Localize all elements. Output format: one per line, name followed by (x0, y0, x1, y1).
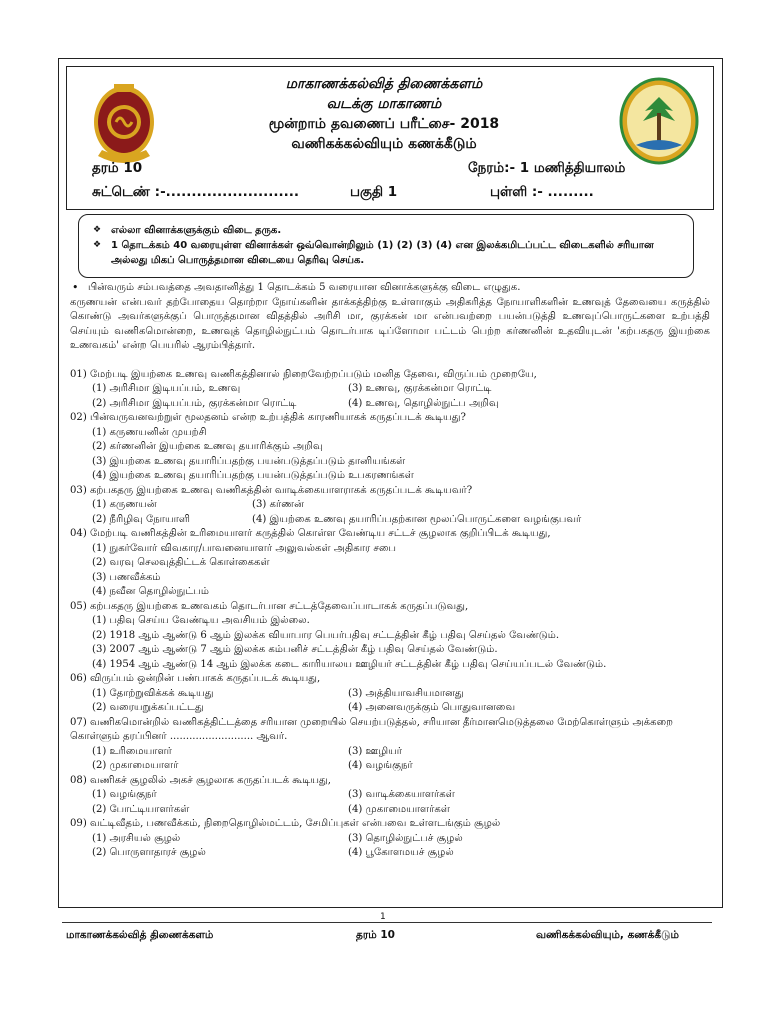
answer-option: (1) நுகர்வோர் விவகார/பாவனையாளர் அலுவல்கள் அதிகார சபை (92, 542, 397, 554)
answer-option: (1) கருணயனின் முயற்சி (92, 426, 207, 438)
header-department: மாகாணக்கல்வித் திணைக்களம் (285, 76, 483, 92)
answer-option: (2) 1918 ஆம் ஆண்டு 6 ஆம் இலக்க வியாபார பெயர்பதிவு சட்டத்தின் கீழ் பதிவு செய்தல் வேண்டும். (92, 629, 560, 641)
answer-option: (3) கர்ணன் (252, 499, 304, 510)
question-6: 06) விருப்பம் ஒன்றின் பண்பாகக் கருதப்படக் கூடியது, (1) தோற்றுவிக்கக் கூடியது (3) அத்தியாவசியமானது (2) வரையறுக்கப்பட்டது (4) அனைவருக்கும் பொதுவானவை (70, 672, 710, 716)
answer-option: (4) வழங்குநர் (348, 760, 413, 771)
footer-department: மாகாணக்கல்வித் திணைக்களம் (66, 929, 214, 941)
instruction-item: ❖ எல்லா வினாக்களுக்கும் விடை தருக. (93, 225, 282, 236)
answer-option: (3) இயற்கை உணவு தயாரிப்பதற்கு பயன்படுத்தப்படும் தானியங்கள் (92, 455, 406, 467)
header-province: வடக்கு மாகாணம் (326, 96, 442, 112)
answer-option: (3) அத்தியாவசியமானது (348, 687, 464, 699)
answer-option: (2) அரிசிமா இடியப்பம், குரக்கன்மா ரொட்டி (92, 397, 297, 409)
answer-option: (1) பதிவு செய்ய வேண்டிய அவசியம் இல்லை. (92, 615, 310, 626)
answer-option: (1) வழங்குநர் (92, 789, 157, 800)
question-4: 04) மேற்படி வணிகத்தின் உரிமையாளர் கருத்தில் கொள்ள வேண்டிய சட்டச் சூழலாக குறிப்பிடக் கூடியது, (1) நுகர்வோர் விவகார/பாவனையாளர் அலுவல்கள் அதிகார சபை (2) வரவு செலவுத்திட்டக் கொள்கைகள் (3) பணவீக்கம் (4) நவீன தொழில்நுட்பம் (70, 527, 710, 600)
index-number-field: சுட்டெண் :-.......................... (92, 184, 300, 200)
answer-option: (4) பூகோளமயச் சூழல் (348, 847, 454, 858)
question-7: 07) வணிகமொன்றில் வணிகத்திட்டத்தை சரியான முறையில் செயற்படுத்தல், சரியான தீர்மானமெடுத்தலை மேற்கொள்ளும் அக்கறை கொள்ளும் தரப்பினர் .......................... ஆவர். (1) உரிமையாளர் (3) ஊழியர் (2) முகாமையாளர் (4) வழங்குநர் (70, 716, 710, 774)
footer-subject: வணிகக்கல்வியும், கணக்கீடும் (536, 929, 679, 941)
answer-option: (1) கருணயன் (92, 499, 157, 510)
instructions-box (78, 214, 694, 278)
answer-option: (3) பணவீக்கம் (92, 571, 161, 583)
question-1: 01) மேற்படி இயற்கை உணவு வணிகத்தினால் நிறைவேற்றப்படும் மனித தேவை, விருப்பம் முறையே, (1) அரிசிமா இடியப்பம், உணவு (3) உணவு, குரக்கன்மா ரொட்டி (2) அரிசிமா இடியப்பம், குரக்கன்மா ரொட்டி (4) உணவு, தொழில்நுட்ப அறிவு (70, 368, 710, 412)
answer-option: (4) முகாமையாளர்கள் (348, 803, 450, 815)
question-5: 05) கற்பகதரு இயற்கை உணவகம் தொடர்பான சட்டத்தேவைப்பாடாகக் கருதப்படுவது, (1) பதிவு செய்ய வேண்டிய அவசியம் இல்லை. (2) 1918 ஆம் ஆண்டு 6 ஆம் இலக்க வியாபார பெயர்பதிவு சட்டத்தின் கீழ் பதிவு செய்தல் வேண்டும். (3) 2007 ஆம் ஆண்டு 7 ஆம் இலக்க கம்பனிச் சட்டத்தின் கீழ் பதிவு செய்தல் வேண்டும். (4) 1954 ஆம் ஆண்டு 14 ஆம் இலக்க கடை காரியாலய ஊழியர் சட்டத்தின் கீழ் பதிவு செய்யப்படல் வேண்டும். (70, 600, 710, 673)
answer-option: (4) நவீன தொழில்நுட்பம் (92, 586, 210, 597)
answer-option: (3) ஊழியர் (348, 745, 403, 757)
answer-option: (2) கர்ணனின் இயற்கை உணவு தயாரிக்கும் அறிவு (92, 441, 323, 452)
bullet-icon: • (72, 281, 79, 294)
instruction-item: ❖ 1 தொடக்கம் 40 வரையுள்ள வினாக்கள் ஒவ்வொன்றிலும் (1) (2) (3) (4) என இலக்கமிடப்பட்ட விடைகளில் சரியான அல்லது மிகப் பொருத்தமான விடையை தெரிவு செய்க. (93, 240, 654, 266)
question-2: 02) பின்வருவனவற்றுள் மூலதனம் என்ற உற்பத்திக் காரணியாகக் கருதப்படக் கூடியது? (1) கருணயனின் முயற்சி (2) கர்ணனின் இயற்கை உணவு தயாரிக்கும் அறிவு (3) இயற்கை உணவு தயாரிப்பதற்கு பயன்படுத்தப்படும் தானியங்கள் (4) இயற்கை உணவு தயாரிப்பதற்கு பயன்படுத்தப்படும் உபகரணங்கள் (70, 411, 710, 484)
footer-grade: தரம் 10 (356, 929, 395, 941)
answer-option: (4) இயற்கை உணவு தயாரிப்பதற்கான மூலப்பொருட்களை வழங்குபவர் (252, 513, 582, 525)
part-label: பகுதி 1 (350, 184, 398, 200)
answer-option: (2) போட்டியாளர்கள் (92, 803, 190, 815)
header-exam-title: மூன்றாம் தவணைப் பரீட்சை- 2018 (268, 116, 500, 132)
answer-option: (2) நீரிழிவு நோயாளி (92, 513, 191, 525)
page-number: 1 (380, 912, 386, 922)
marks-field: புள்ளி :- ......... (490, 184, 594, 200)
intro-instruction: • பின்வரும் சம்பவத்தை அவதானித்து 1 தொடக்கம் 5 வரையான வினாக்களுக்கு விடை எழுதுக. (72, 281, 521, 294)
case-study-paragraph: கருணயன் என்பவர் தற்போதைய தொற்றா நோய்களின் தாக்கத்திற்கு உள்ளாகும் அதிகரித்த நோயாளிகளின் உணவுத் தேவையை கருத்தில் கொண்டு அவர்களுக்குப் பொருத்தமான விதத்தில் அரிசி மா, குரக்கன் மா என்பவற்றை பயன்படுத்தி உணவுப்பொருட்களை உற்பத்தி செய்யும் வணிகமொன்றை, உணவுத் தொழில்நுட்பம் தொடர்பாக டிப்ளோமா பட்டம் பெற்ற கர்ணனின் உதவியுடன் 'கற்பகதரு இயற்கை உணவகம்' என்ற பெயரில் ஆரம்பித்தார். (70, 296, 710, 351)
question-8: 08) வணிகச் சூழலில் அகச் சூழலாக கருதப்படக் கூடியது, (1) வழங்குநர் (3) வாடிக்கையாளர்கள் (2) போட்டியாளர்கள் (4) முகாமையாளர்கள் (70, 774, 710, 818)
answer-option: (2) வரையறுக்கப்பட்டது (92, 702, 204, 713)
question-3: 03) கற்பகதரு இயற்கை உணவு வணிகத்தின் வாடிக்கையாளராகக் கருதப்படக் கூடியவர்? (1) கருணயன் (3) கர்ணன் (2) நீரிழிவு நோயாளி (4) இயற்கை உணவு தயாரிப்பதற்கான மூலப்பொருட்களை வழங்குபவர் (70, 484, 710, 528)
answer-option: (1) அரிசிமா இடியப்பம், உணவு (92, 383, 241, 394)
answer-option: (4) அனைவருக்கும் பொதுவானவை (348, 702, 516, 713)
answer-option: (4) இயற்கை உணவு தயாரிப்பதற்கு பயன்படுத்தப்படும் உபகரணங்கள் (92, 470, 414, 481)
header-subject: வணிகக்கல்வியும் கணக்கீடும் (291, 136, 477, 152)
answer-option: (4) 1954 ஆம் ஆண்டு 14 ஆம் இலக்க கடை காரியாலய ஊழியர் சட்டத்தின் கீழ் பதிவு செய்யப்படல் வேண்டும். (92, 658, 607, 670)
grade-label: தரம் 10 (92, 160, 143, 176)
diamond-bullet-icon: ❖ (93, 240, 102, 250)
answer-option: (1) தோற்றுவிக்கக் கூடியது (92, 687, 214, 699)
answer-option: (1) உரிமையாளர் (92, 745, 172, 757)
answer-option: (2) பொருளாதாரச் சூழல் (92, 847, 206, 858)
footer-divider (62, 922, 712, 923)
answer-option: (3) உணவு, குரக்கன்மா ரொட்டி (348, 383, 492, 394)
diamond-bullet-icon: ❖ (93, 225, 102, 235)
answer-option: (3) வாடிக்கையாளர்கள் (348, 789, 455, 800)
questions-body (70, 281, 710, 861)
answer-option: (3) 2007 ஆம் ஆண்டு 7 ஆம் இலக்க கம்பனிச் சட்டத்தின் கீழ் பதிவு செய்தல் வேண்டும். (92, 644, 498, 655)
time-label: நேரம்:- 1 மணித்தியாலம் (468, 160, 626, 176)
answer-option: (4) உணவு, தொழில்நுட்ப அறிவு (348, 397, 499, 409)
answer-option: (1) அரசியல் சூழல் (92, 832, 181, 844)
answer-option: (3) தொழில்நுட்பச் சூழல் (348, 832, 463, 844)
answer-option: (2) முகாமையாளர் (92, 760, 179, 771)
answer-option: (2) வரவு செலவுத்திட்டக் கொள்கைகள் (92, 557, 270, 568)
question-9: 09) வட்டிவீதம், பணவீக்கம், நிறைதொழில்மட்டம், சேமிப்புகள் என்பவை உள்ளடங்கும் சூழல் (1) அரசியல் சூழல் (3) தொழில்நுட்பச் சூழல் (2) பொருளாதாரச் சூழல் (4) பூகோளமயச் சூழல் (70, 817, 710, 861)
